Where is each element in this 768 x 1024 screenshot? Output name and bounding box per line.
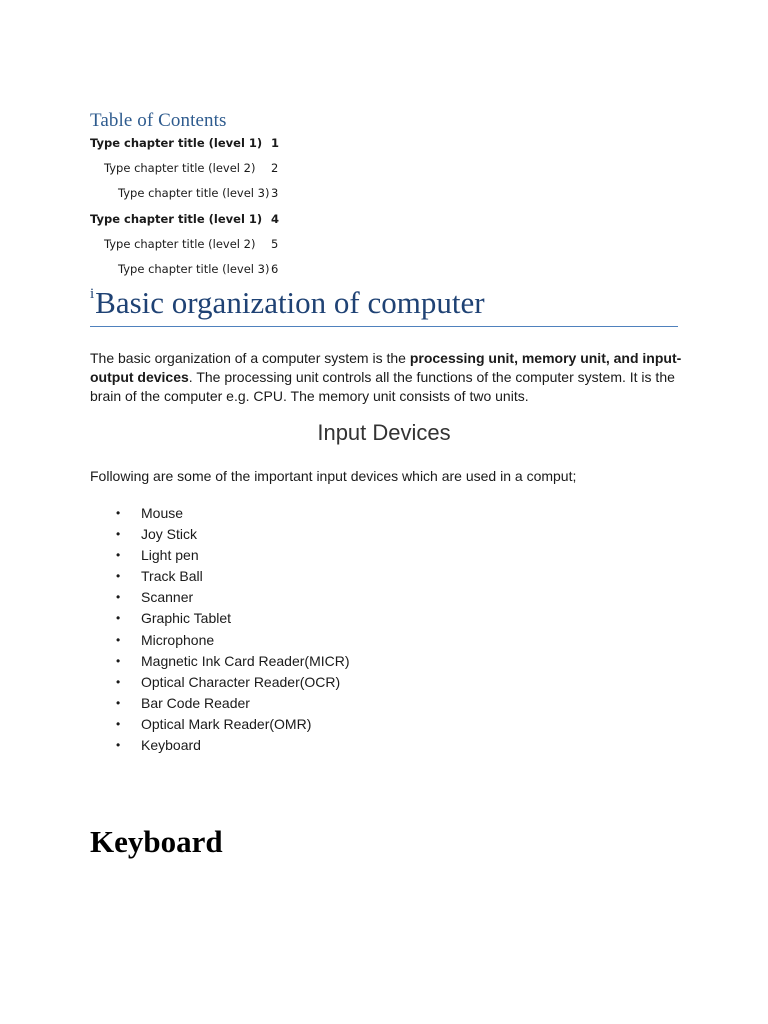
list-item-text: Light pen xyxy=(141,547,199,564)
list-item xyxy=(90,714,350,735)
list-item-text: Bar Code Reader xyxy=(141,694,250,711)
list-item xyxy=(90,524,350,545)
list-item-text: Microphone xyxy=(141,631,215,648)
list-item-text: Scanner xyxy=(141,589,194,606)
list-item xyxy=(90,608,350,629)
list-item xyxy=(90,566,350,587)
bullet-icon: • xyxy=(116,674,121,689)
list-item-text: Keyboard xyxy=(141,737,201,754)
list-item xyxy=(90,503,350,524)
list-item-text: Magnetic Ink Card Reader(MICR) xyxy=(141,652,350,669)
bullet-icon: • xyxy=(116,548,121,563)
list-item-text: Track Ball xyxy=(141,568,203,585)
list-item xyxy=(90,545,350,566)
bullet-icon: • xyxy=(116,527,121,542)
list-item-text: Optical Character Reader(OCR) xyxy=(141,673,341,690)
input-devices-heading: Input Devices xyxy=(317,420,451,445)
toc-entry[interactable] xyxy=(90,184,350,209)
list-item xyxy=(90,651,350,672)
keyboard-heading: Keyboard xyxy=(90,824,223,859)
toc-entry[interactable] xyxy=(90,260,350,285)
intro-text-bold: processing unit, memory unit, and input-output devices xyxy=(90,350,682,385)
bullet-icon: • xyxy=(116,695,121,710)
toc-entry-page: 5 xyxy=(271,236,279,251)
bullet-icon: • xyxy=(116,738,121,753)
toc-entry-page: 4 xyxy=(271,211,280,226)
toc-entry[interactable] xyxy=(90,159,350,184)
list-item-text: Mouse xyxy=(141,505,184,521)
toc-entry[interactable] xyxy=(90,210,350,235)
toc-entry-title: Type chapter title (level 3) xyxy=(118,261,270,276)
toc-entry-title: Type chapter title (level 1) xyxy=(90,136,263,150)
list-item-text: Joy Stick xyxy=(141,526,198,543)
toc-entry-title: Type chapter title (level 2) xyxy=(104,161,256,176)
intro-paragraph xyxy=(90,349,682,406)
toc-entry-title: Type chapter title (level 1) xyxy=(90,211,263,226)
list-item xyxy=(90,672,350,693)
section-heading-text: Basic organization of computer xyxy=(95,285,485,320)
input-devices-list xyxy=(90,503,350,756)
list-item-text: Graphic Tablet xyxy=(141,610,232,627)
toc-entry[interactable] xyxy=(90,235,350,260)
bullet-icon: • xyxy=(116,653,121,668)
bullet-icon: • xyxy=(116,569,121,584)
intro-text-end: . The processing unit controls all the functions of the computer system. It is the brain of the computer e.g. CPU. The memory unit consists of two units. xyxy=(90,369,675,404)
section-heading xyxy=(90,285,678,327)
table-of-contents xyxy=(90,134,350,285)
bullet-icon: • xyxy=(116,716,121,731)
bullet-icon: • xyxy=(116,590,121,605)
list-item xyxy=(90,630,350,651)
toc-entry-title: Type chapter title (level 3) xyxy=(118,186,270,201)
toc-entry[interactable] xyxy=(90,134,350,159)
list-item xyxy=(90,735,350,756)
bullet-icon: • xyxy=(116,632,121,647)
toc-entry-page: 6 xyxy=(271,261,279,276)
endnote-reference[interactable]: i xyxy=(90,286,95,302)
bullet-icon: • xyxy=(116,611,121,626)
toc-entry-page: 3 xyxy=(271,186,279,201)
intro-text-start: The basic organization of a computer system is the xyxy=(90,350,410,366)
list-item xyxy=(90,587,350,608)
toc-entry-title: Type chapter title (level 2) xyxy=(104,236,256,251)
list-item-text: Optical Mark Reader(OMR) xyxy=(141,715,312,732)
input-devices-lead: Following are some of the important input devices which are used in a comput; xyxy=(90,468,577,484)
list-item xyxy=(90,693,350,714)
toc-heading: Table of Contents xyxy=(90,110,227,131)
toc-entry-page: 1 xyxy=(271,136,280,150)
bullet-icon: • xyxy=(116,506,121,520)
document-page xyxy=(90,0,682,1024)
toc-entry-page: 2 xyxy=(271,161,279,176)
